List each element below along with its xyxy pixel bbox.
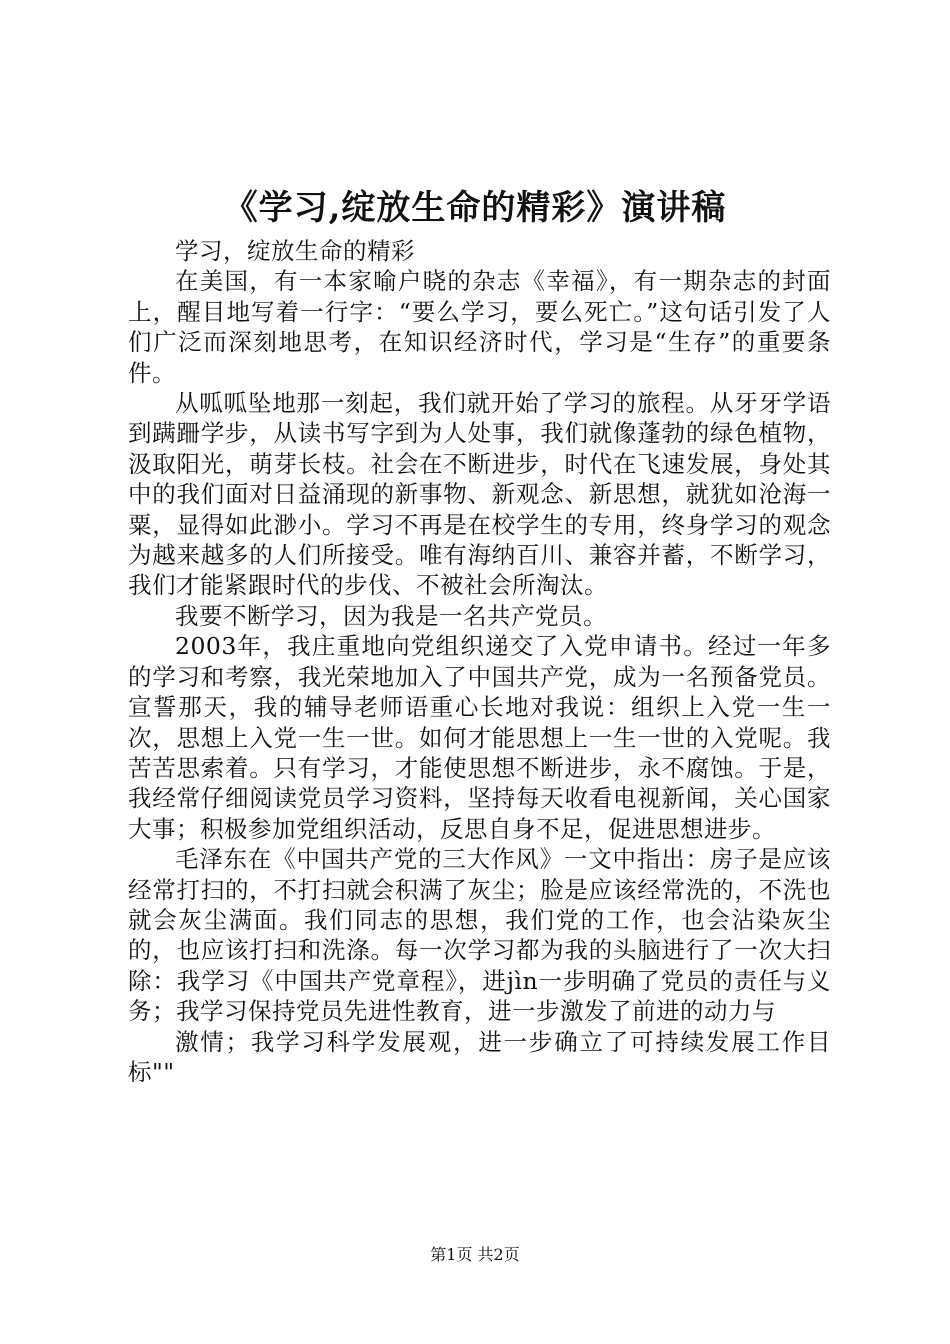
paragraph: 从呱呱坠地那一刻起，我们就开始了学习的旅程。从牙牙学语到蹒跚学步，从读书写字到为人处事，我们就像蓬勃的绿色植物，汲取阳光，萌芽长枝。社会在不断进步，时代在飞速发展，身处其中的我们面对日益涌现的新事物、新观念、新思想，就犹如沧海一粟，显得如此渺小。学习不再是在校学生的专用，终身学习的观念为越来越多的人们所接受。唯有海纳百川、兼容并蓄，不断学习，我们才能紧跟时代的步伐、不被社会所淘汰。 [128,389,831,600]
paragraph-subtitle: 学习，绽放生命的精彩 [175,237,415,265]
paragraph: 我要不断学习，因为我是一名共产党员。 [175,601,607,630]
document-body [128,236,831,1087]
document-title: 《学习,绽放生命的精彩》演讲稿 [223,188,727,228]
page-number-footer: 第1页 共2页 [430,1245,520,1264]
paragraph: 2003年，我庄重地向党组织递交了入党申请书。经过一年多的学习和考察，我光荣地加入了中国共产党，成为一名预备党员。宣誓那天，我的辅导老师语重心长地对我说：组织上入党一生一次，思想上入党一生一世。如何才能思想上一生一世的入党呢。我苦苦思索着。只有学习，才能使思想不断进步，永不腐蚀。于是，我经常仔细阅读党员学习资料，坚持每天收看电视新闻，关心国家大事；积极参加党组织活动，反思自身不足，促进思想进步。 [128,632,831,843]
paragraph: 毛泽东在《中国共产党的三大作风》一文中指出：房子是应该经常打扫的，不打扫就会积满了灰尘；脸是应该经常洗的，不洗也就会灰尘满面。我们同志的思想，我们党的工作，也会沾染灰尘的，也应该打扫和洗涤。每一次学习都为我的头脑进行了一次大扫除：我学习《中国共产党章程》，进jìn一步明确了党员的责任与义务；我学习保持党员先进性教育，进一步激发了前进的动力与 [128,845,831,1026]
paragraph: 在美国，有一本家喻户晓的杂志《幸福》，有一期杂志的封面上，醒目地写着一行字：“要么学习，要么死亡。”这句话引发了人们广泛而深刻地思考，在知识经济时代，学习是“生存”的重要条件。 [128,267,831,387]
paragraph: 激情；我学习科学发展观，进一步确立了可持续发展工作目标"" [128,1027,831,1086]
